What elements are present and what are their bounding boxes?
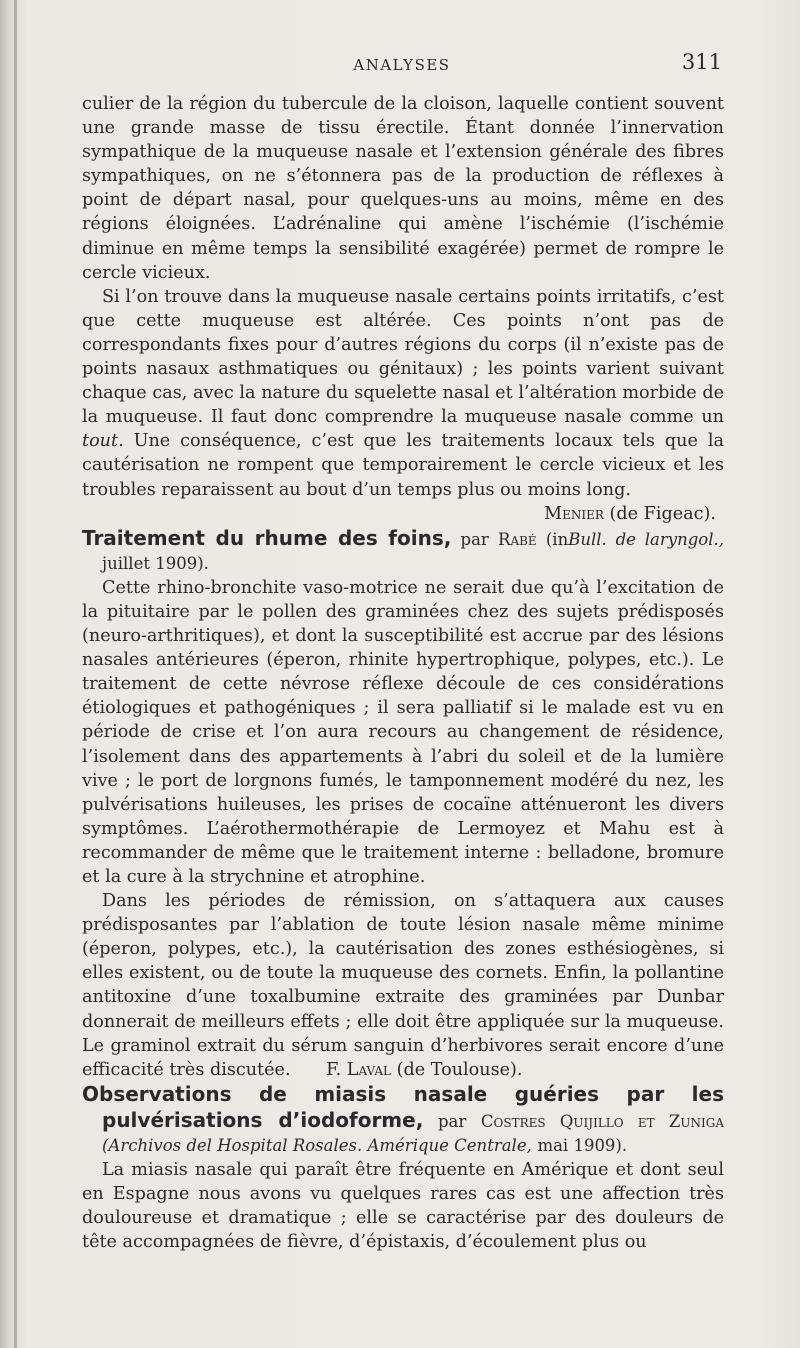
paragraph-muqueuse (82, 285, 724, 502)
article-title: Traitement du rhume des foins, (82, 525, 452, 550)
article-heading (82, 526, 724, 576)
article-by: par (460, 529, 489, 549)
article-title: Observations de miasis nasale guéries par les pulvérisations d’iodoforme, (82, 1081, 724, 1132)
article-source-prefix: (in (545, 529, 569, 549)
italic-word: tout (82, 431, 119, 452)
article-source: Bull. de laryngol., (568, 529, 724, 549)
article-by: par (437, 1111, 467, 1131)
signature (82, 502, 724, 526)
article-heading (82, 1082, 724, 1158)
paragraph-continuation: culier de la région du tubercule de la cloison, laquelle contient souvent une grande masse de tissu érectile. Étant donnée l’innervation sympathique de la muqueuse nasale et l’extension générale des fibres sympathiques, on ne s’étonnera pas de la production de réflexes à point de départ nasal, pour quelques-uns au moins, même en des régions éloignées. L’adrénaline qui amène l’ischémie (l’ischémie diminue en même temps la sensibilité exagérée) permet de rompre le cercle vicieux. (82, 94, 724, 283)
article-authors: Costres Quijillo et Zuniga (480, 1111, 725, 1131)
signature-place: (de Figeac). (609, 503, 716, 524)
article-author: Rabé (498, 529, 537, 549)
paragraph-text: Dans les périodes de rémission, on s’attaquera aux causes prédisposantes par l’ablation de toute lésion nasale même minime (éperon, polypes, etc.), la cautérisation des zones esthésiogènes, si elles existent, ou de toute la muqueuse des cornets. Enfin, la pollantine antitoxine d’une toxalbumine extraite des graminées par Dunbar donnerait de meilleurs effets ; elle doit être appliquée sur la muqueuse. Le graminol extrait du sérum sanguin d’herbivores serait encore d’une efficacité très discutée. (82, 891, 724, 1080)
signature-name: Menier (544, 503, 604, 524)
binding-shadow (14, 0, 17, 1348)
paragraph-remission (82, 889, 724, 1082)
signature-name: F. Laval (326, 1059, 392, 1080)
page-body (82, 92, 724, 1255)
paragraph-rhinobronchite: Cette rhino-bronchite vaso-motrice ne serait due qu’à l’excitation de la pituitaire par le pollen des graminées chez des sujets prédisposés (neuro-arthritiques), et dont la susceptibilité est accrue par des lésions nasales antérieures (éperon, rhinite hypertrophique, polypes, etc.). Le traitement de cette névrose réflexe découle de ces considérations étiologiques et pathogéniques ; il sera palliatif si le malade est vu en période de crise et l’on aura recours au changement de résidence, l’isolement dans des appartements à l’abri du soleil et de la lumière vive ; le port de lorgnons fumés, le tamponnement modéré du nez, les pulvérisations huileuses, les prises de cocaïne atténueront les divers symptômes. L’aérothermothérapie de Lermoyez et Mahu est à recommander de même que le traitement interne : belladone, bromure et la cure à la strychnine et atrophine. (82, 577, 724, 887)
page-header (82, 48, 722, 78)
article-source: (Archivos del Hospital Rosales. Amérique Centrale, (102, 1136, 532, 1156)
article-date: juillet 1909). (102, 553, 209, 573)
paragraph-text: . Une conséquence, c’est que les traitements locaux tels que la cautérisation ne rompent que temporairement le cercle vicieux et les troubles reparaissent au bout d’un temps plus ou moins long. (82, 431, 724, 500)
paragraph-miasis: La miasis nasale qui paraît être fréquente en Amérique et dont seul en Espagne nous avons vu quelques rares cas est une affection très douloureuse et dramatique ; elle se caractérise par des douleurs de tête accompagnées de fièvre, d’épistaxis, d’écoulement plus ou (82, 1160, 724, 1253)
signature-place: (de Toulouse). (396, 1059, 523, 1080)
running-title: ANALYSES (353, 56, 451, 74)
paragraph-text: Si l’on trouve dans la muqueuse nasale certains points irritatifs, c’est que cette muqueuse est altérée. Ces points n’ont pas de correspondants fixes pour d’autres régions du corps (il n’existe pas de points nasaux asthmatiques ou génitaux) ; les points varient suivant chaque cas, avec la nature du squelette nasal et l’altération morbide de la muqueuse. Il faut donc comprendre la muqueuse nasale comme un (82, 286, 724, 428)
article-date: mai 1909). (537, 1136, 628, 1156)
page-number: 311 (681, 50, 722, 74)
